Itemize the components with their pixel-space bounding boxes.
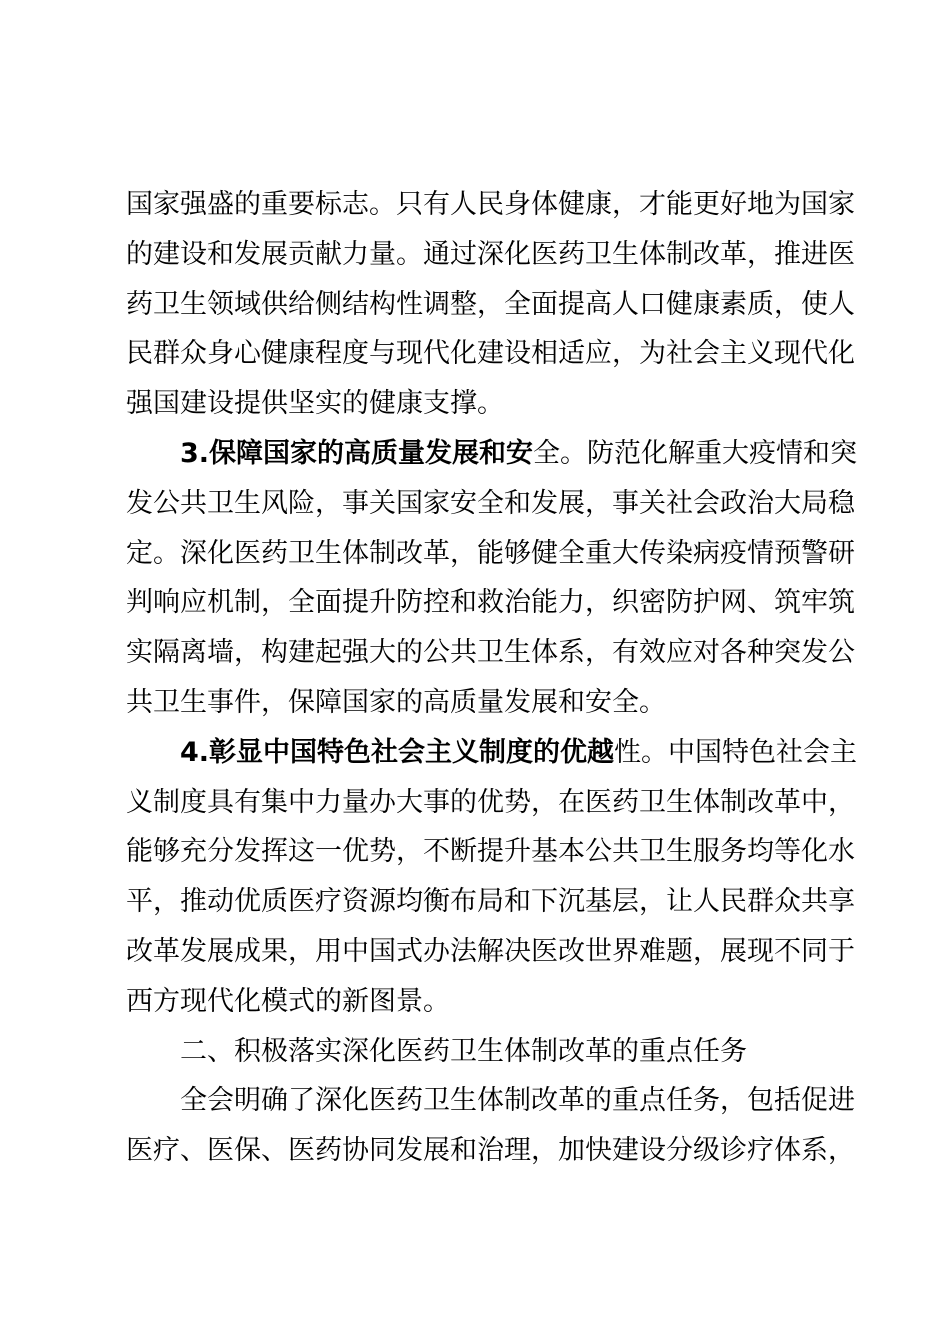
body-text (126, 180, 858, 1176)
text-line: 判响应机制，全面提升防控和救治能力，织密防护网、筑牢筑 (126, 587, 855, 619)
text-line: 共卫生事件，保障国家的高质量发展和安全。 (126, 686, 666, 718)
text-line: 义制度具有集中力量办大事的优势，在医药卫生体制改革中， (126, 786, 855, 818)
text-line: 国家强盛的重要标志。只有人民身体健康，才能更好地为国家 (126, 189, 855, 220)
text-line: 的建设和发展贡献力量。通过深化医药卫生体制改革，推进医 (126, 238, 855, 270)
text-line: 平，推动优质医疗资源均衡布局和下沉基层，让人民群众共享 (126, 886, 855, 918)
paragraph-heading-rest: 全。防范化解重大疫情和突 (533, 437, 858, 469)
text-line: 发公共卫生风险，事关国家安全和发展，事关社会政治大局稳 (126, 487, 855, 519)
text-line: 实隔离墙，构建起强大的公共卫生体系，有效应对各种突发公 (126, 637, 855, 669)
text-line: 强国建设提供坚实的健康支撑。 (126, 388, 504, 420)
section-heading: 二、积极落实深化医药卫生体制改革的重点任务 (180, 1035, 747, 1067)
text-line: 西方现代化模式的新图景。 (126, 985, 450, 1017)
paragraph-heading: 3.保障国家的高质量发展和安 (180, 437, 534, 469)
text-line (126, 429, 858, 479)
text-line (126, 728, 858, 778)
paragraph-health-foundation (126, 180, 855, 429)
text-line: 医疗、医保、医药协同发展和治理，加快建设分级诊疗体系， (126, 1135, 855, 1167)
text-line: 改革发展成果，用中国式办法解决医改世界难题，展现不同于 (126, 935, 855, 967)
paragraph-key-tasks (126, 1076, 855, 1176)
paragraph-heading: 4.彰显中国特色社会主义制度的优越 (180, 736, 615, 768)
text-line: 民群众身心健康程度与现代化建设相适应，为社会主义现代化 (126, 338, 855, 370)
text-line: 药卫生领域供给侧结构性调整，全面提高人口健康素质，使人 (126, 288, 855, 320)
text-line: 定。深化医药卫生体制改革，能够健全重大传染病疫情预警研 (126, 537, 855, 569)
paragraph-security (126, 429, 858, 728)
text-line: 全会明确了深化医药卫生体制改革的重点任务，包括促进 (180, 1085, 855, 1117)
paragraph-system-advantage (126, 728, 858, 1027)
paragraph-heading-rest: 性。中国特色社会主 (614, 736, 858, 768)
text-line: 能够充分发挥这一优势，不断提升基本公共卫生服务均等化水 (126, 836, 855, 868)
